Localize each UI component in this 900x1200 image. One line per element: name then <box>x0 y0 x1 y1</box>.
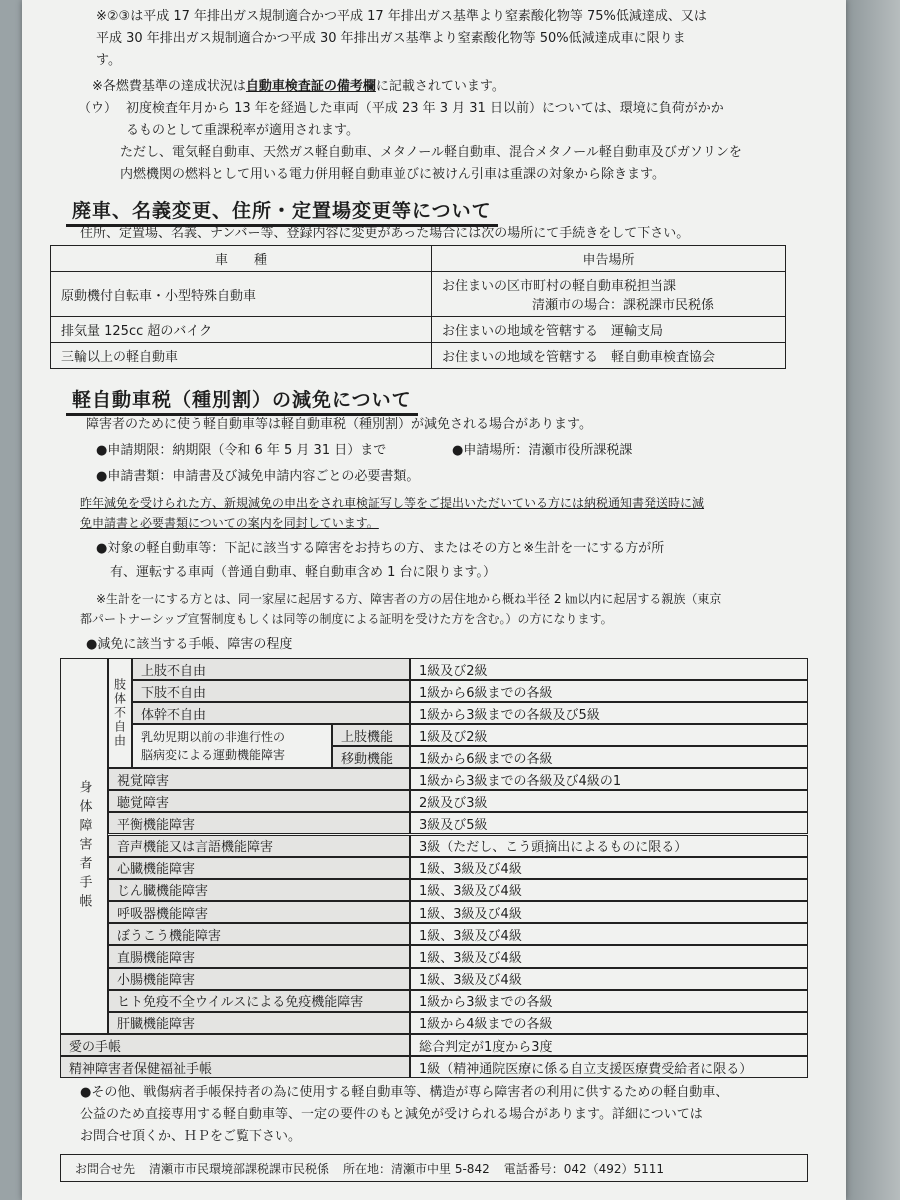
grade-cell: 1級から6級までの各級 <box>410 680 808 702</box>
condition-cell: 呼吸器機能障害 <box>108 901 410 923</box>
closing-line3: お問合せ頂くか、ＨＰをご覧下さい。 <box>80 1129 302 1144</box>
cerebral-palsy-label <box>132 724 332 768</box>
registration-lead: 住所、定置場、名義、ナンバー等、登録内容に変更があった場合には次の場所にて手続きをして下さい。 <box>80 226 690 241</box>
condition-cell: 平衡機能障害 <box>108 812 410 834</box>
condition-cell: 小腸機能障害 <box>108 968 410 990</box>
grade-cell: 1級及び2級 <box>410 658 808 680</box>
section-heading-exemption: 軽自動車税（種別割）の減免について <box>66 385 418 416</box>
condition-cell: 心臓機能障害 <box>108 857 410 879</box>
target-vehicle-line1: ●対象の軽自動車等：下記に該当する障害をお持ちの方、またはその方と※生計を一にする方が所 <box>96 541 665 556</box>
grade-cell: 1級、3級及び4級 <box>410 923 808 945</box>
office-line: 清瀬市の場合：課税課市民税係 <box>532 298 715 313</box>
grade-cell: 1級、3級及び4級 <box>410 945 808 967</box>
application-documents: ●申請書類：申請書及び減免申請内容ごとの必要書類。 <box>96 469 420 484</box>
column-header-office: 申告場所 <box>432 246 786 272</box>
grade-cell: 1級、3級及び4級 <box>410 857 808 879</box>
condition-cell: 音声機能又は言語機能障害 <box>108 835 410 857</box>
grade-cell: 3級（ただし、こう頭摘出によるものに限る） <box>410 835 808 857</box>
table-row <box>51 317 786 343</box>
registration-table <box>50 245 786 369</box>
office-line: お住まいの区市町村の軽自動車税担当課 <box>442 279 677 294</box>
condition-cell: じん臓機能障害 <box>108 879 410 901</box>
grade-cell: 1級、3級及び4級 <box>410 879 808 901</box>
contact-phone: 電話番号：042（492）5111 <box>503 1161 665 1176</box>
vehicle-cell: 三輪以上の軽自動車 <box>51 343 432 369</box>
condition-cell: 視覚障害 <box>108 768 410 790</box>
clause-u-line1: 初度検査年月から 13 年を経過した車両（平成 23 年 3 月 31 日以前）については、環境に負荷がかか <box>126 101 724 116</box>
exemption-lead: 障害者のために使う軽自動車等は軽自動車税（種別割）が減免される場合があります。 <box>86 417 592 432</box>
contact-label: お問合せ先 <box>75 1161 136 1176</box>
clause-u-line2: るものとして重課税率が適用されます。 <box>126 123 359 138</box>
table-row <box>51 343 786 369</box>
intro-line2: 平成 30 年排出ガス規制適合かつ平成 30 年排出ガス基準より窒素酸化物等 50%低減達成車に限りま <box>96 31 686 46</box>
section-heading-registration: 廃車、名義変更、住所・定置場変更等について <box>66 196 498 227</box>
grade-cell: 1級から3級までの各級及び4級の1 <box>410 768 808 790</box>
office-cell <box>432 272 786 317</box>
disability-grade-table <box>60 658 808 1088</box>
office-cell: お住まいの地域を管轄する 軽自動車検査協会 <box>432 343 786 369</box>
cerebral-palsy-label-line: 脳病変による運動機能障害 <box>141 748 286 762</box>
condition-cell: 肝臓機能障害 <box>108 1012 410 1034</box>
vehicle-cell: 排気量 125cc 超のバイク <box>51 317 432 343</box>
table-row <box>51 272 786 317</box>
application-period: ●申請期限：納期限（令和 6 年 5 月 31 日）まで <box>96 443 387 458</box>
household-note-line1: ※生計を一にする方とは、同一家屋に起居する方、障害者の方の居住地から概ね半径 2 ㎞以内に起居する親族（東京 <box>96 592 722 606</box>
condition-cell: 愛の手帳 <box>60 1034 410 1056</box>
contact-department: 清瀬市市民環境部課税課市民税係 <box>149 1161 330 1176</box>
contact-address: 所在地：清瀬市中里 5-842 <box>343 1161 490 1176</box>
condition-cell: 移動機能 <box>332 746 410 768</box>
condition-cell: 直腸機能障害 <box>108 945 410 967</box>
condition-cell: 上肢機能 <box>332 724 410 746</box>
grade-cell: 1級、3級及び4級 <box>410 968 808 990</box>
clause-u-label: （ウ） <box>78 101 118 116</box>
clause-u-line4: 内燃機関の燃料として用いる電力併用軽自動車並びに被けん引車は重課の対象から除きます。 <box>120 167 665 182</box>
condition-cell: ぼうこう機能障害 <box>108 923 410 945</box>
physical-handbook-label: 身体障害者手帳 <box>60 658 108 1034</box>
renewal-note-line2: 免申請書と必要書類についての案内を同封しています。 <box>80 516 379 530</box>
closing-line2: 公益のため直接専用する軽自動車等、一定の要件のもと減免が受けられる場合があります。詳細については <box>80 1107 703 1122</box>
grade-cell: 2級及び3級 <box>410 790 808 812</box>
condition-cell: 下肢不自由 <box>132 680 410 702</box>
grade-cell: 総合判定が1度から3度 <box>410 1034 808 1056</box>
grade-cell: 3級及び5級 <box>410 812 808 834</box>
condition-cell: 体幹不自由 <box>132 702 410 724</box>
grades-label: ●減免に該当する手帳、障害の程度 <box>86 637 293 652</box>
background-edge <box>846 0 900 1200</box>
closing-line1: ●その他、戦傷病者手帳保持者の為に使用する軽自動車等、構造が専ら障害者の利用に供するための軽自動車、 <box>80 1085 729 1100</box>
household-note-line2: 都パートナーシップ宣誓制度もしくは同等の制度による証明を受けた方を含む。）の方になります。 <box>80 612 613 626</box>
condition-cell: ヒト免疫不全ウイルスによる免疫機能障害 <box>108 990 410 1012</box>
grade-cell: 1級から4級までの各級 <box>410 1012 808 1034</box>
application-place: ●申請場所：清瀬市役所課税課 <box>452 443 633 458</box>
clause-u-line3: ただし、電気軽自動車、天然ガス軽自動車、メタノール軽自動車、混合メタノール軽自動車及びガソリンを <box>120 145 742 160</box>
contact-box <box>60 1154 808 1182</box>
grade-cell: 1級から3級までの各級及び5級 <box>410 702 808 724</box>
column-header-vehicle: 車 種 <box>51 246 432 272</box>
grade-cell: 1級及び2級 <box>410 724 808 746</box>
grade-cell: 1級から6級までの各級 <box>410 746 808 768</box>
intro-line1: ※②③は平成 17 年排出ガス規制適合かつ平成 17 年排出ガス基準より窒素酸化物等 75%低減達成、又は <box>96 9 707 24</box>
grade-cell: 1級、3級及び4級 <box>410 901 808 923</box>
cerebral-palsy-label-line: 乳幼児期以前の非進行性の <box>141 730 286 744</box>
vehicle-cell: 原動機付自転車・小型特殊自動車 <box>51 272 432 317</box>
intro-line3: す。 <box>96 53 121 68</box>
grade-cell: 1級から3級までの各級 <box>410 990 808 1012</box>
table-header-row <box>51 246 786 272</box>
office-cell: お住まいの地域を管轄する 運輸支局 <box>432 317 786 343</box>
condition-cell: 上肢不自由 <box>132 658 410 680</box>
condition-cell: 聴覚障害 <box>108 790 410 812</box>
renewal-note-line1: 昨年減免を受けられた方、新規減免の申出をされ車検証写し等をご提出いただいている方には納税通知書発送時に減 <box>80 496 705 510</box>
grade-cell: 1級（精神通院医療に係る自立支援医療費受給者に限る） <box>410 1056 808 1078</box>
condition-cell: 精神障害者保健福祉手帳 <box>60 1056 410 1078</box>
limb-label: 肢体不自由 <box>108 658 132 768</box>
target-vehicle-line2: 有、運転する車両（普通自動車、軽自動車含め 1 台に限ります。） <box>110 565 496 580</box>
inspection-note: ※各燃費基準の達成状況は自動車検査証の備考欄に記載されています。 <box>92 79 505 94</box>
